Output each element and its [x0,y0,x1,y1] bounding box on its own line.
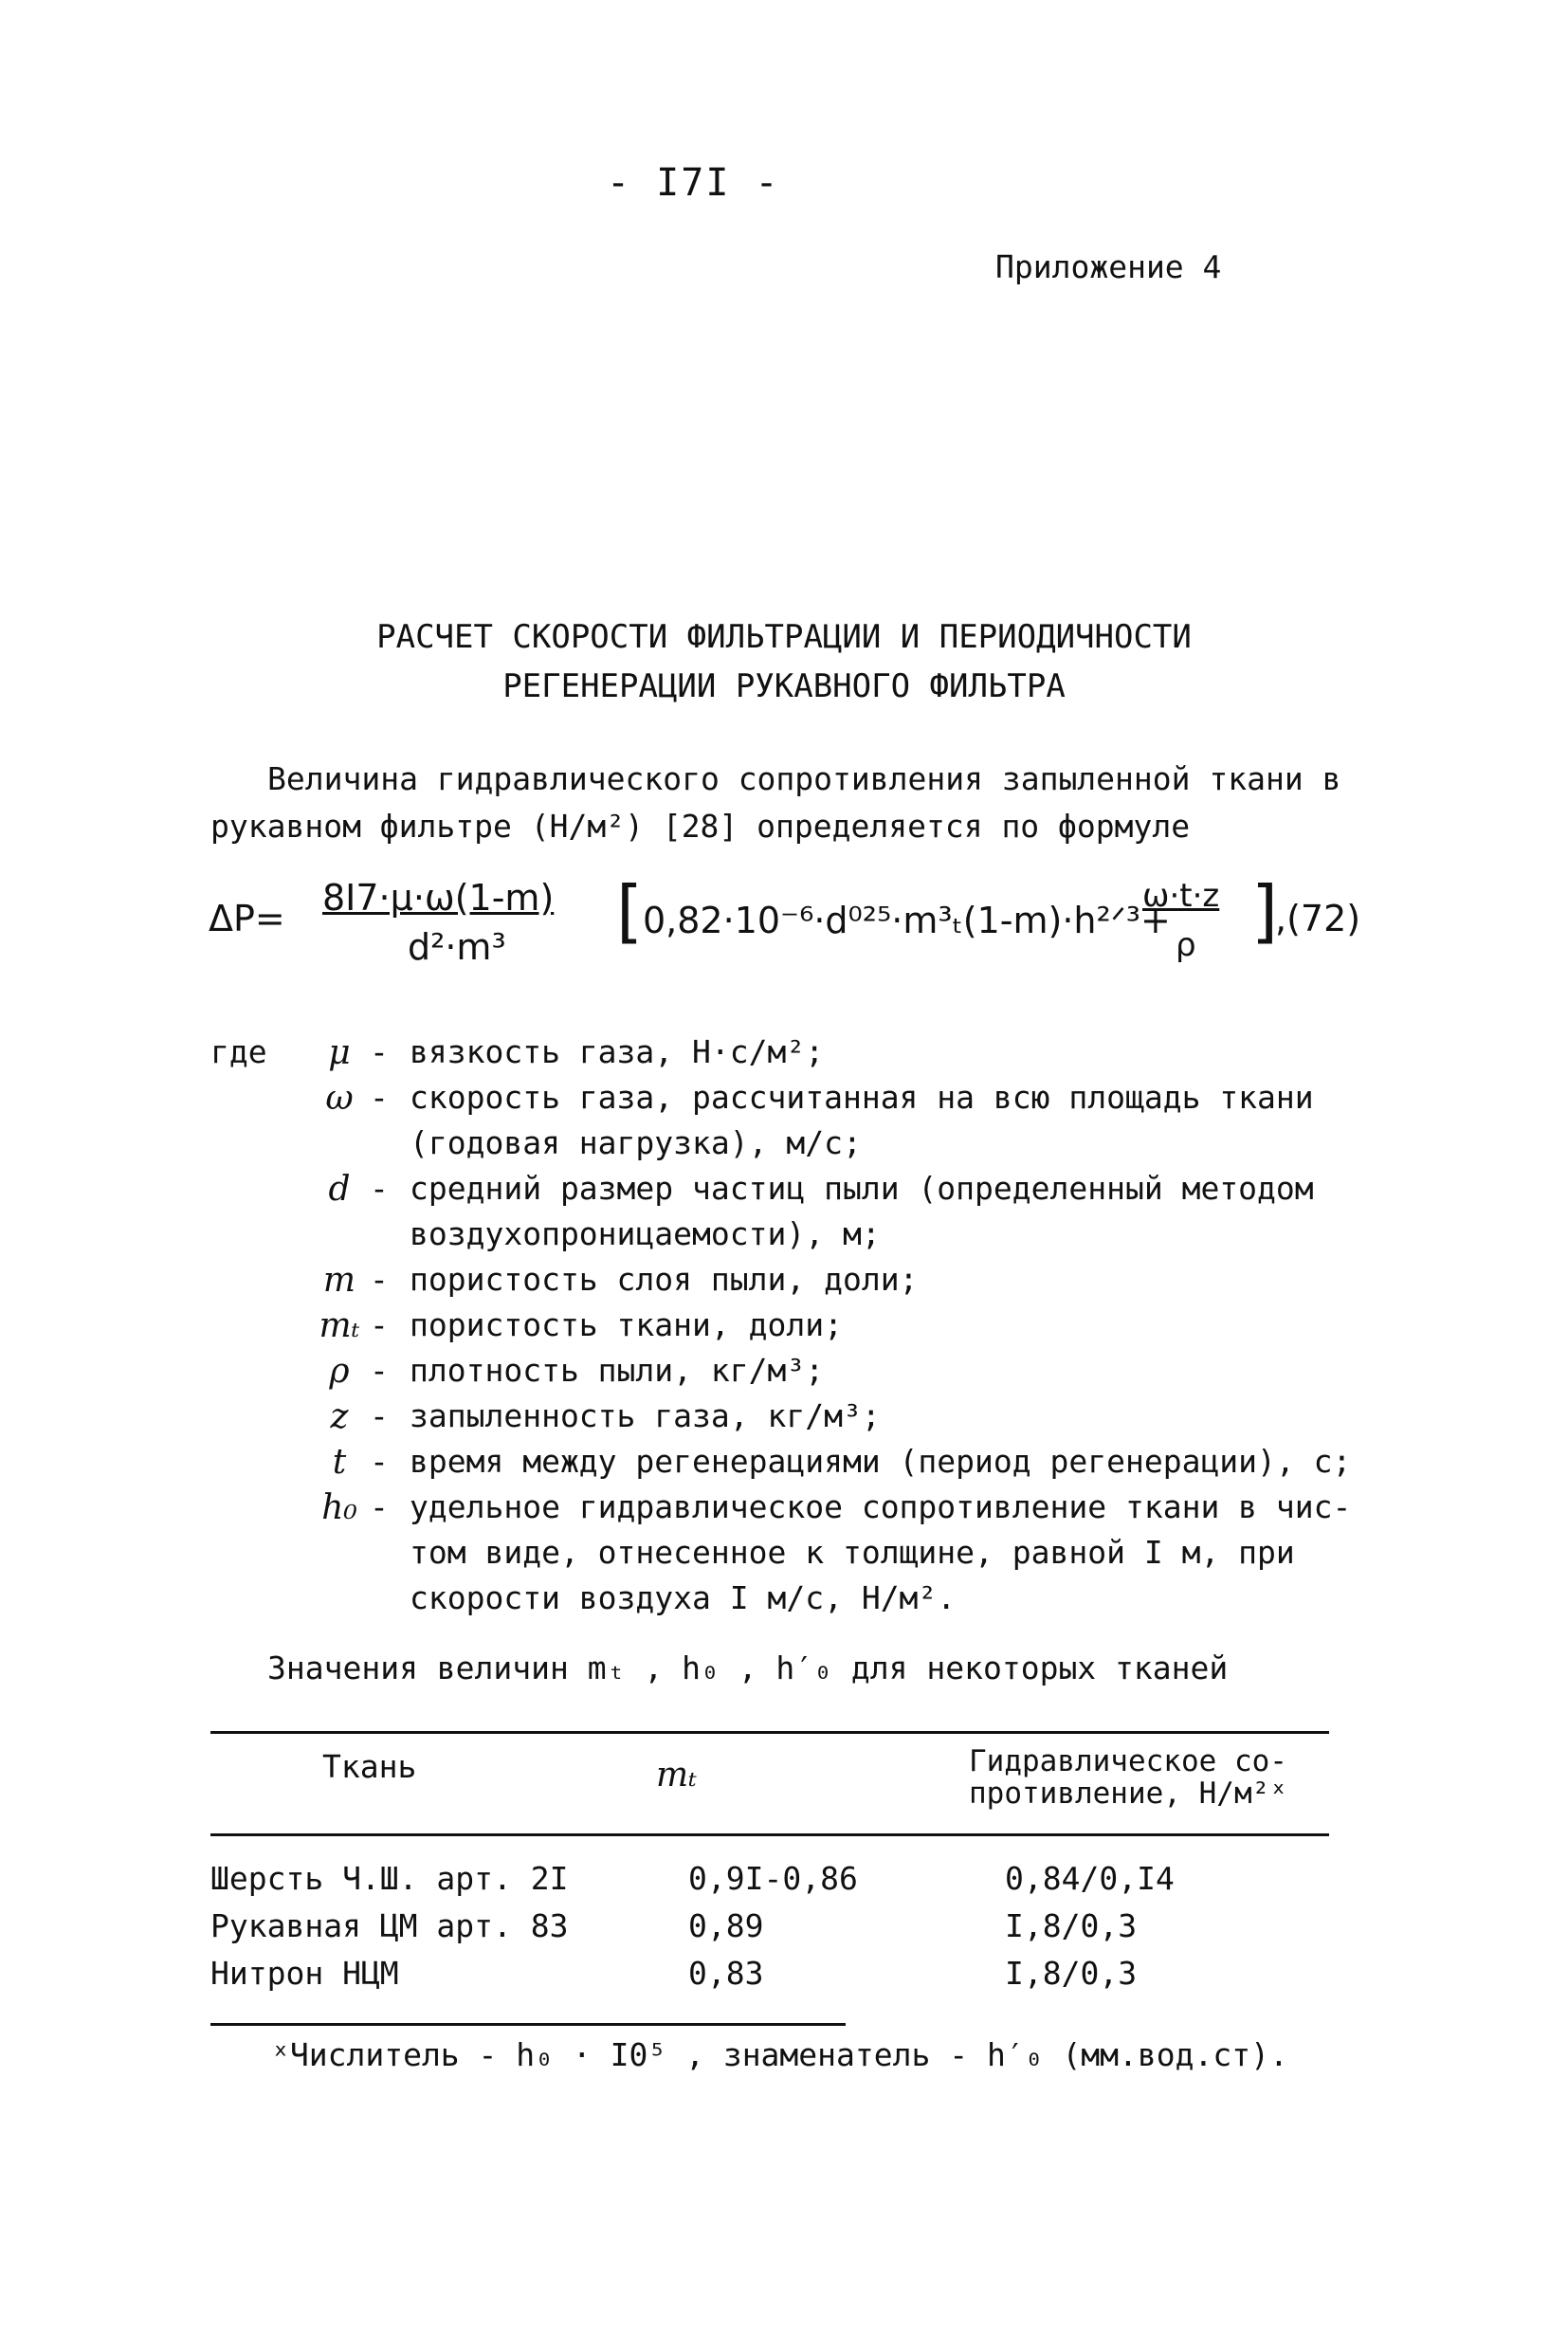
definition-item [210,1033,1405,1079]
intro-paragraph-line-1: Величина гидравлического сопротивления запыленной ткани в [267,760,1341,797]
table-rule-bottom [210,2023,846,2026]
definition-symbol: d [328,1170,351,1209]
table-cell-fabric: Шерсть Ч.Ш. арт. 2I [210,1860,569,1897]
page-title-line-2: РЕГЕНЕРАЦИИ РУКАВНОГО ФИЛЬТРА [502,667,1066,705]
table-header-porosity: mₜ [656,1756,698,1795]
formula-equation-number: ,(72) [1275,898,1361,939]
table-row [210,1955,1329,1996]
formula-lhs: ΔP= [209,898,285,939]
formula-denominator: d²·m³ [408,926,506,968]
table-cell-porosity: 0,9I-0,86 [688,1860,858,1897]
definition-dash: - [370,1170,389,1207]
formula-left-bracket: [ [616,871,644,951]
definition-continuation [210,1534,1405,1579]
definition-dash: - [370,1261,389,1298]
definition-text: удельное гидравлическое сопротивление ткани в чис- [410,1488,1352,1525]
table-row [210,1860,1329,1902]
definition-item [210,1306,1405,1352]
definition-text: пористость ткани, доли; [410,1306,843,1343]
table-cell-porosity: 0,83 [688,1955,764,1992]
definition-symbol: t [332,1443,347,1482]
definition-dash: - [370,1488,389,1525]
definition-dash: - [370,1033,389,1070]
appendix-label: Приложение 4 [995,248,1222,285]
definition-text: вязкость газа, Н·с/м²; [410,1033,825,1070]
definition-dash: - [370,1397,389,1434]
definition-text: плотность пыли, кг/м³; [410,1352,825,1389]
definitions-lead: где [210,1033,267,1070]
definition-dash: - [370,1306,389,1343]
table-header-fabric: Ткань [322,1748,417,1785]
definition-item [210,1170,1405,1215]
definition-dash: - [370,1079,389,1116]
definition-symbol: mₜ [319,1306,360,1345]
table-header-hydraulic-line-2: противление, Н/м²ˣ [969,1777,1287,1811]
definition-symbol: μ [328,1033,351,1072]
definition-text: пористость слоя пыли, доли; [410,1261,919,1298]
definition-text: скорости воздуха I м/с, Н/м². [410,1579,957,1616]
definition-item [210,1352,1405,1397]
intro-paragraph-line-2: рукавном фильтре (Н/м²) [28] определяется по формуле [210,808,1191,845]
symbol-definitions [210,1033,1405,1625]
formula-bracket-body: 0,82·10⁻⁶·d⁰²⁵·m³ₜ(1-m)·h²ᐟ³+ [643,900,1171,941]
definition-text: время между регенерациями (период регенерации), с; [410,1443,1352,1480]
page-title-line-1: РАСЧЕТ СКОРОСТИ ФИЛЬТРАЦИИ И ПЕРИОДИЧНОСТИ [376,618,1192,656]
definition-text: том виде, отнесенное к толщине, равной I м, при [410,1534,1295,1571]
definition-continuation [210,1215,1405,1261]
table-header-hydraulic-line-1: Гидравлическое со- [969,1744,1287,1778]
table-cell-fabric: Нитрон НЦМ [210,1955,399,1992]
definition-item [210,1261,1405,1306]
definition-text: воздухопроницаемости), м; [410,1215,881,1252]
definition-symbol: z [330,1397,349,1436]
definition-item [210,1079,1405,1124]
definition-continuation [210,1124,1405,1170]
definition-item [210,1443,1405,1488]
table-row [210,1907,1329,1949]
table-cell-hydraulic: I,8/0,3 [1005,1907,1138,1944]
table-rule-header [210,1833,1329,1836]
definition-text: скорость газа, рассчитанная на всю площадь ткани [410,1079,1314,1116]
definition-symbol: h₀ [321,1488,357,1527]
table-footnote: ˣЧислитель - h₀ · I0⁵ , знаменатель - h′₀ (мм.вод.ст). [271,2036,1288,2073]
definition-item [210,1397,1405,1443]
definition-dash: - [370,1352,389,1389]
definition-symbol: m [322,1261,356,1300]
definition-continuation [210,1579,1405,1625]
definition-text: (годовая нагрузка), м/с; [410,1124,862,1161]
page-number: - I7I - [607,161,780,205]
table-caption: Значения величин mₜ , h₀ , h′₀ для некоторых тканей [267,1649,1229,1686]
formula-right-bracket: ] [1251,871,1279,951]
definition-text: средний размер частиц пыли (определенный методом [410,1170,1314,1207]
definition-dash: - [370,1443,389,1480]
formula-inner-denominator: ρ [1176,926,1196,964]
table-cell-porosity: 0,89 [688,1907,764,1944]
table-rule-top [210,1731,1329,1734]
table-cell-hydraulic: I,8/0,3 [1005,1955,1138,1992]
definition-symbol: ω [325,1079,354,1118]
table-cell-hydraulic: 0,84/0,I4 [1005,1860,1175,1897]
definition-symbol: ρ [329,1352,350,1391]
table-cell-fabric: Рукавная ЦМ арт. 83 [210,1907,569,1944]
definition-item [210,1488,1405,1534]
formula-72 [209,871,1365,991]
formula-numerator: 8I7·μ·ω(1-m) [322,877,555,919]
definition-text: запыленность газа, кг/м³; [410,1397,881,1434]
formula-inner-numerator: ω·t·z [1142,877,1220,915]
